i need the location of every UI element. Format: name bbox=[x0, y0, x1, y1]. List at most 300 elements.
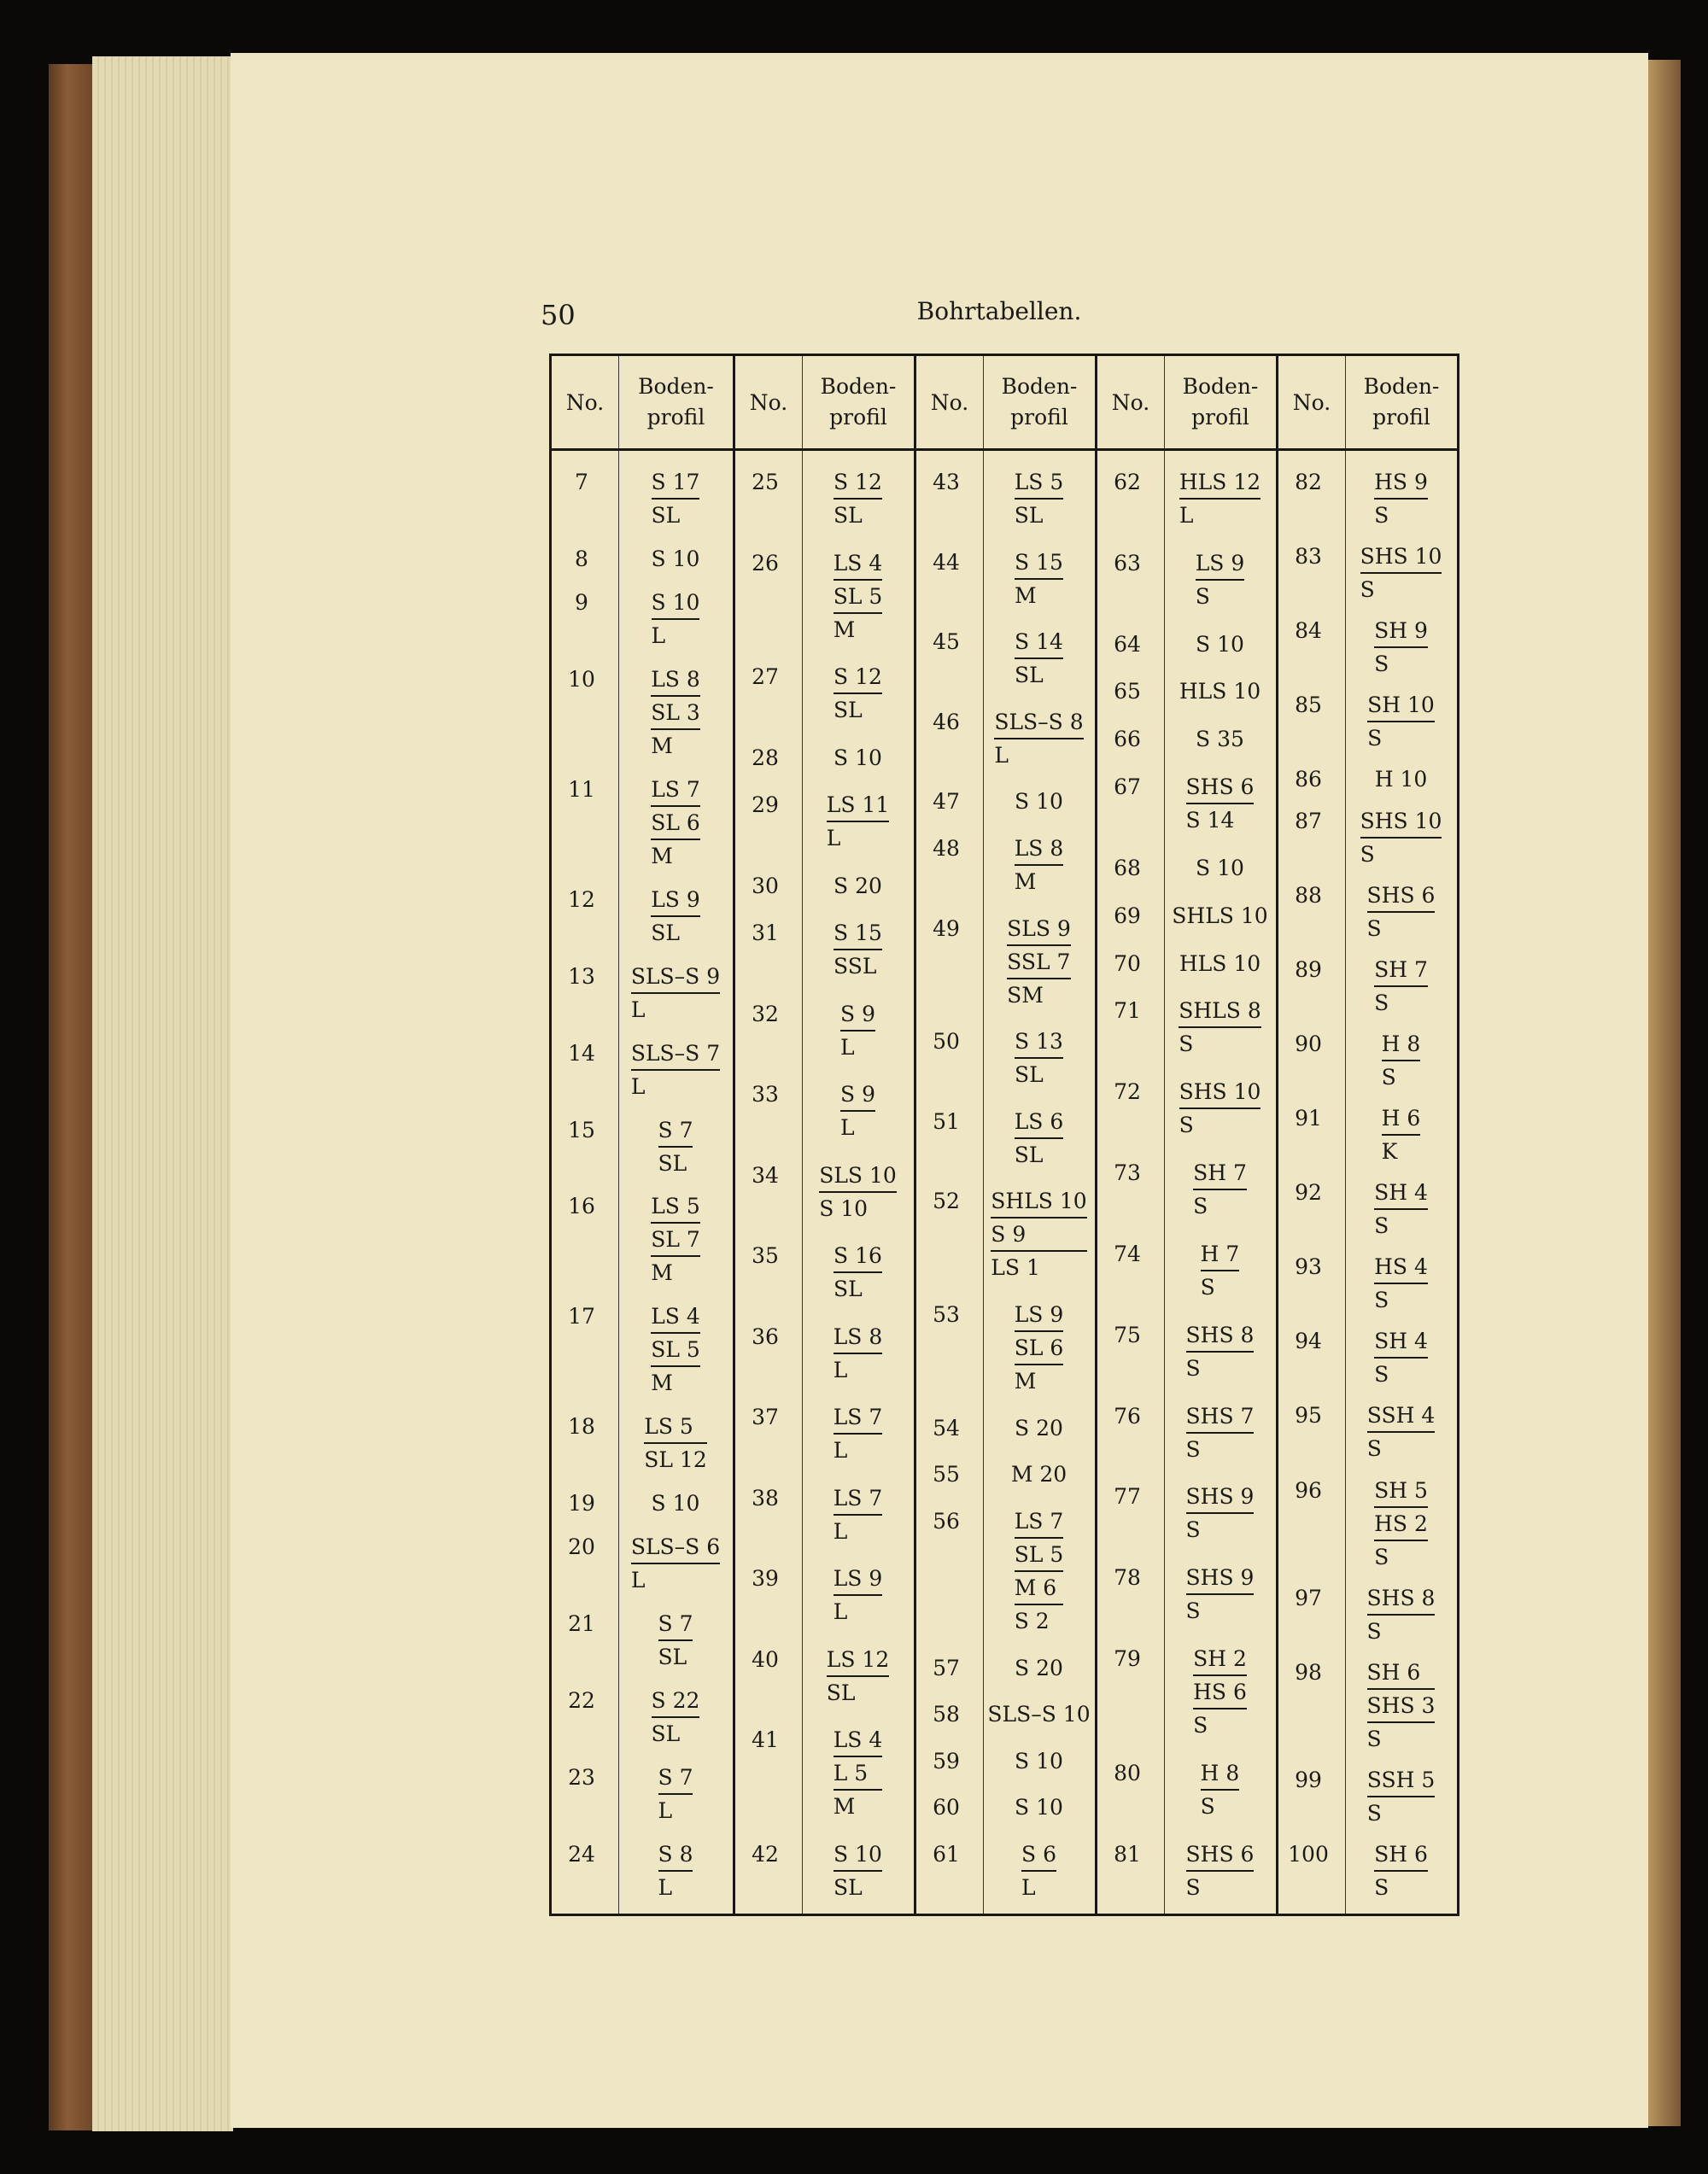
profile-layer: S bbox=[1381, 1064, 1396, 1090]
entry-number: 36 bbox=[752, 1324, 779, 1349]
entry-profile bbox=[618, 1487, 733, 1519]
entry-profile bbox=[618, 961, 733, 1026]
profile-stack bbox=[1196, 547, 1245, 612]
table-entry bbox=[916, 1458, 1095, 1490]
profile-layer: H 8 bbox=[1201, 1757, 1240, 1791]
profile-layer: S bbox=[1366, 1726, 1382, 1751]
profile-stack bbox=[651, 663, 700, 762]
profile-layer: SH 7 bbox=[1193, 1157, 1247, 1190]
profile-layer: HS 6 bbox=[1193, 1676, 1247, 1709]
profile-layer: L bbox=[651, 622, 666, 648]
entry-number: 69 bbox=[1114, 903, 1141, 928]
header-profil-text bbox=[1364, 371, 1440, 433]
table-entry bbox=[735, 1078, 914, 1143]
entry-number: 48 bbox=[933, 836, 960, 862]
profile-stack bbox=[1201, 1757, 1240, 1822]
profile-layer: SHS 10 bbox=[1179, 1076, 1261, 1109]
table-entry bbox=[1278, 1838, 1457, 1903]
profile-stack bbox=[1360, 541, 1442, 605]
entry-profile bbox=[618, 663, 733, 762]
profile-stack bbox=[1179, 948, 1261, 979]
profile-layer: SHS 3 bbox=[1367, 1690, 1436, 1723]
profile-layer: L 5 bbox=[834, 1757, 883, 1791]
table-entry bbox=[1097, 852, 1276, 884]
profile-stack bbox=[1186, 771, 1255, 836]
table-entry bbox=[916, 706, 1095, 771]
entry-profile bbox=[1164, 547, 1276, 612]
table-entry bbox=[1278, 1028, 1457, 1093]
entry-profile bbox=[802, 742, 914, 774]
profile-layer: S bbox=[1179, 1113, 1194, 1138]
profile-layer: SL bbox=[834, 503, 863, 528]
profile-layer: SHLS 10 bbox=[991, 1185, 1086, 1218]
table-entry bbox=[1097, 466, 1276, 531]
entry-number: 79 bbox=[1114, 1646, 1141, 1672]
table-entry bbox=[735, 917, 914, 982]
profile-stack bbox=[1015, 626, 1063, 691]
entry-profile bbox=[1164, 995, 1276, 1060]
profile-layer: SHS 10 bbox=[1360, 541, 1442, 574]
profile-layer: L bbox=[1179, 503, 1194, 528]
entry-profile bbox=[802, 1724, 914, 1822]
profile-layer: SL bbox=[834, 1874, 863, 1900]
profile-stack bbox=[1375, 763, 1428, 795]
profile-layer: S 10 bbox=[819, 1195, 869, 1221]
profile-layer: HS 2 bbox=[1374, 1508, 1428, 1541]
entry-number: 25 bbox=[752, 470, 779, 494]
profile-layer: LS 8 bbox=[651, 663, 700, 697]
entry-profile bbox=[1345, 1251, 1457, 1316]
table-entry bbox=[735, 870, 914, 902]
entry-number: 89 bbox=[1295, 956, 1322, 982]
profile-layer: SH 6 bbox=[1374, 1838, 1428, 1872]
profile-layer: S bbox=[1360, 577, 1375, 603]
profile-layer: SH 4 bbox=[1374, 1177, 1428, 1210]
entry-profile bbox=[802, 789, 914, 854]
entry-profile bbox=[802, 1321, 914, 1386]
entry-profile bbox=[618, 884, 733, 949]
profile-stack bbox=[1015, 546, 1063, 611]
entry-profile bbox=[1345, 466, 1457, 531]
profile-stack bbox=[651, 1190, 700, 1289]
profile-layer: SL 12 bbox=[644, 1447, 707, 1473]
profile-stack bbox=[1179, 675, 1261, 707]
profile-layer: S 16 bbox=[834, 1240, 882, 1273]
profile-stack bbox=[1015, 786, 1063, 817]
entry-number: 84 bbox=[1295, 618, 1322, 644]
entry-number: 63 bbox=[1114, 550, 1141, 576]
profile-layer: M bbox=[1014, 1369, 1037, 1394]
table-entry bbox=[735, 1160, 914, 1224]
profile-stack bbox=[652, 587, 700, 652]
profile-layer: S 7 bbox=[658, 1114, 693, 1148]
profile-layer: M bbox=[651, 733, 673, 758]
entry-profile bbox=[983, 1412, 1095, 1444]
table-entry bbox=[735, 1838, 914, 1903]
profile-stack bbox=[652, 466, 700, 531]
profile-stack bbox=[1367, 1400, 1435, 1464]
entry-profile bbox=[983, 706, 1095, 771]
profile-layer: S 8 bbox=[658, 1838, 693, 1872]
entry-number: 17 bbox=[568, 1304, 595, 1330]
profile-layer: SL 5 bbox=[1015, 1539, 1064, 1572]
table-entry bbox=[1278, 1582, 1457, 1647]
entry-number: 68 bbox=[1114, 855, 1141, 880]
entry-profile bbox=[983, 1106, 1095, 1171]
profile-layer: S bbox=[1374, 652, 1389, 677]
profile-stack bbox=[1015, 1412, 1063, 1444]
profile-layer: M bbox=[651, 1370, 673, 1396]
profile-layer: S 15 bbox=[1015, 546, 1063, 580]
entry-number: 43 bbox=[933, 470, 960, 494]
entry-profile bbox=[1345, 615, 1457, 680]
profile-layer: LS 4 bbox=[834, 1724, 883, 1757]
header-profil-line1: Boden- bbox=[820, 374, 897, 399]
entry-number: 34 bbox=[752, 1162, 779, 1188]
profile-stack bbox=[658, 1838, 693, 1903]
profile-layer: SSH 5 bbox=[1367, 1764, 1435, 1797]
entry-profile bbox=[618, 774, 733, 872]
profile-layer: S 9 bbox=[840, 1078, 875, 1112]
entry-number: 35 bbox=[752, 1243, 779, 1269]
table-entry bbox=[916, 1106, 1095, 1171]
entry-number: 23 bbox=[568, 1765, 595, 1790]
entry-profile bbox=[1164, 1838, 1276, 1903]
profile-stack bbox=[834, 1401, 883, 1466]
profile-layer: S bbox=[1367, 726, 1383, 751]
table-entry bbox=[1097, 1076, 1276, 1141]
profile-layer: S 13 bbox=[1015, 1026, 1063, 1059]
profile-layer: LS 7 bbox=[651, 774, 700, 807]
table-entry bbox=[1278, 805, 1457, 870]
entry-profile bbox=[802, 1401, 914, 1466]
profile-layer: SM bbox=[1007, 982, 1044, 1008]
entry-profile bbox=[983, 1026, 1095, 1090]
profile-stack bbox=[1015, 1745, 1063, 1777]
profile-layer: S 15 bbox=[834, 917, 882, 950]
table-entry bbox=[552, 884, 733, 949]
profile-stack bbox=[652, 1685, 700, 1750]
profile-stack bbox=[1015, 1026, 1063, 1090]
table-entry bbox=[552, 1608, 733, 1673]
profile-layer: HLS 10 bbox=[1179, 679, 1261, 704]
entry-number: 92 bbox=[1295, 1180, 1322, 1206]
profile-layer: SLS–S 8 bbox=[994, 706, 1083, 739]
profile-layer: LS 5 bbox=[644, 1411, 707, 1444]
profile-layer: S bbox=[1185, 1436, 1201, 1462]
table-entry bbox=[735, 466, 914, 531]
profile-layer: SL 6 bbox=[651, 807, 700, 840]
entry-number: 75 bbox=[1114, 1322, 1141, 1347]
table-entry bbox=[1097, 900, 1276, 932]
column-pair bbox=[552, 451, 733, 1914]
header-profil-line2: profil bbox=[1191, 405, 1249, 430]
table-entry bbox=[735, 1724, 914, 1822]
table-entry bbox=[1097, 628, 1276, 660]
profile-stack bbox=[1367, 1657, 1436, 1755]
profile-stack bbox=[1193, 1157, 1247, 1222]
table-entry bbox=[552, 1531, 733, 1596]
profile-layer: S bbox=[1179, 1031, 1194, 1057]
profile-layer: SL bbox=[658, 1150, 687, 1176]
entry-number: 7 bbox=[575, 470, 588, 494]
entry-number: 73 bbox=[1114, 1160, 1141, 1186]
profile-layer: L bbox=[994, 742, 1009, 768]
table-header bbox=[552, 356, 1457, 451]
profile-stack bbox=[827, 1644, 890, 1709]
profile-layer: K bbox=[1381, 1138, 1398, 1164]
entry-number: 67 bbox=[1114, 774, 1141, 800]
profile-layer: S 6 bbox=[1021, 1838, 1056, 1872]
profile-stack bbox=[834, 1240, 882, 1305]
table-entry bbox=[1097, 1238, 1276, 1303]
profile-layer: S bbox=[1185, 1355, 1201, 1381]
header-profil-text bbox=[1002, 371, 1078, 433]
table-entry bbox=[552, 466, 733, 531]
entry-profile bbox=[802, 870, 914, 902]
profile-layer: S bbox=[1374, 990, 1389, 1015]
profile-layer: SL bbox=[1014, 1142, 1044, 1167]
table-entry bbox=[735, 742, 914, 774]
table-entry bbox=[1278, 466, 1457, 531]
header-profil bbox=[1346, 356, 1457, 448]
entry-number: 74 bbox=[1114, 1241, 1141, 1266]
entry-number: 40 bbox=[752, 1646, 779, 1672]
profile-layer: S 22 bbox=[652, 1685, 700, 1718]
profile-stack bbox=[658, 1608, 693, 1673]
header-profil-line1: Boden- bbox=[1363, 374, 1440, 399]
profile-stack bbox=[834, 870, 882, 902]
book-right-edge bbox=[1647, 60, 1681, 2126]
entry-profile bbox=[1164, 1757, 1276, 1822]
entry-number: 88 bbox=[1295, 882, 1322, 908]
table-entry bbox=[1097, 1757, 1276, 1822]
profile-stack bbox=[834, 1838, 882, 1903]
profile-layer: SL 5 bbox=[651, 1334, 700, 1367]
header-profil-text bbox=[821, 371, 897, 433]
table-entry bbox=[916, 1698, 1095, 1730]
profile-layer: M 20 bbox=[1010, 1462, 1068, 1487]
profile-layer: M bbox=[651, 843, 673, 868]
entry-profile bbox=[618, 1838, 733, 1903]
entry-profile bbox=[1345, 880, 1457, 944]
header-no: No. bbox=[735, 356, 803, 448]
table-entry bbox=[916, 786, 1095, 817]
entry-number: 26 bbox=[752, 550, 779, 576]
table-entry bbox=[1278, 763, 1457, 795]
profile-layer: SL bbox=[651, 503, 681, 528]
entry-number: 16 bbox=[568, 1194, 595, 1219]
entry-profile bbox=[618, 1037, 733, 1102]
profile-stack bbox=[827, 789, 890, 854]
table-entry bbox=[552, 1300, 733, 1399]
entry-number: 80 bbox=[1114, 1760, 1141, 1785]
profile-stack bbox=[987, 1698, 1090, 1730]
profile-layer: S 2 bbox=[1014, 1608, 1050, 1633]
profile-stack bbox=[651, 884, 700, 949]
entry-profile bbox=[1345, 541, 1457, 605]
profile-layer: S 9 bbox=[991, 1218, 1086, 1252]
entry-profile bbox=[1164, 771, 1276, 836]
header-column-pair bbox=[552, 356, 733, 448]
entry-profile bbox=[983, 626, 1095, 691]
entry-profile bbox=[1345, 1475, 1457, 1573]
entry-profile bbox=[983, 1185, 1095, 1283]
entry-profile bbox=[983, 1745, 1095, 1777]
header-profil-line2: profil bbox=[1010, 405, 1068, 430]
entry-profile bbox=[1164, 1076, 1276, 1141]
entry-number: 64 bbox=[1114, 631, 1141, 657]
entry-profile bbox=[1164, 900, 1276, 932]
profile-layer: L bbox=[658, 1874, 673, 1900]
profile-stack bbox=[834, 917, 882, 982]
entry-profile bbox=[802, 661, 914, 726]
profile-layer: SL bbox=[1015, 1062, 1044, 1088]
entry-number: 93 bbox=[1295, 1254, 1322, 1280]
profile-layer: S bbox=[1193, 1713, 1208, 1739]
entry-number: 56 bbox=[933, 1508, 960, 1534]
entry-number: 50 bbox=[933, 1029, 960, 1055]
table-entry bbox=[735, 1321, 914, 1386]
profile-stack bbox=[1186, 1838, 1255, 1903]
entry-number: 100 bbox=[1288, 1841, 1329, 1867]
header-column-pair bbox=[914, 356, 1095, 448]
profile-stack bbox=[1374, 1177, 1428, 1242]
profile-stack bbox=[834, 1321, 883, 1386]
entry-number: 90 bbox=[1295, 1031, 1322, 1056]
profile-stack bbox=[1021, 1838, 1056, 1903]
entry-profile bbox=[1164, 1157, 1276, 1222]
entry-number: 42 bbox=[752, 1841, 779, 1867]
table-entry bbox=[1097, 547, 1276, 612]
entry-number: 11 bbox=[568, 776, 595, 802]
profile-stack bbox=[1374, 1838, 1428, 1903]
running-head: Bohrtabellen. bbox=[916, 297, 1082, 325]
header-column-pair bbox=[1276, 356, 1457, 448]
profile-stack bbox=[1367, 880, 1436, 944]
header-no: No. bbox=[1097, 356, 1165, 448]
entry-profile bbox=[802, 917, 914, 982]
entry-number: 18 bbox=[568, 1414, 595, 1440]
table-entry bbox=[552, 543, 733, 575]
profile-layer: HS 9 bbox=[1374, 466, 1428, 500]
entry-profile bbox=[618, 1608, 733, 1673]
profile-layer: L bbox=[840, 1034, 855, 1060]
entry-number: 14 bbox=[568, 1040, 595, 1066]
entry-profile bbox=[618, 587, 733, 652]
entry-profile bbox=[983, 1838, 1095, 1903]
entry-number: 31 bbox=[752, 920, 779, 946]
boring-table bbox=[549, 354, 1459, 1916]
table-entry bbox=[916, 1412, 1095, 1444]
profile-layer: SL 5 bbox=[834, 581, 883, 614]
entry-number: 76 bbox=[1114, 1403, 1141, 1429]
entry-profile bbox=[802, 466, 914, 531]
entry-profile bbox=[983, 1299, 1095, 1397]
table-entry bbox=[1097, 675, 1276, 707]
profile-layer: LS 9 bbox=[1196, 547, 1245, 581]
profile-layer: S bbox=[1366, 1800, 1382, 1826]
entry-profile bbox=[1164, 852, 1276, 884]
header-profil bbox=[803, 356, 914, 448]
profile-layer: S bbox=[1366, 915, 1382, 941]
entry-profile bbox=[1164, 628, 1276, 660]
entry-profile bbox=[1345, 1102, 1457, 1167]
profile-stack bbox=[1201, 1238, 1240, 1303]
profile-layer: SHLS 10 bbox=[1172, 903, 1268, 928]
profile-layer: S bbox=[1193, 1194, 1208, 1219]
entry-number: 85 bbox=[1295, 693, 1322, 718]
profile-layer: L bbox=[1021, 1874, 1036, 1900]
table-entry bbox=[1278, 1657, 1457, 1755]
entry-number: 87 bbox=[1295, 808, 1322, 833]
entry-number: 55 bbox=[933, 1462, 960, 1487]
table-entry bbox=[735, 1482, 914, 1547]
entry-profile bbox=[618, 543, 733, 575]
profile-layer: M bbox=[1014, 869, 1037, 895]
profile-layer: SL 3 bbox=[651, 697, 700, 730]
profile-stack bbox=[840, 998, 875, 1063]
profile-layer: SSL 7 bbox=[1007, 946, 1071, 979]
entry-profile bbox=[983, 546, 1095, 611]
table-entry bbox=[1278, 1325, 1457, 1390]
table-entry bbox=[916, 546, 1095, 611]
header-profil-line1: Boden- bbox=[1001, 374, 1078, 399]
profile-stack bbox=[651, 1300, 700, 1399]
profile-layer: S bbox=[1185, 1517, 1201, 1543]
table-entry bbox=[916, 913, 1095, 1011]
profile-layer: L bbox=[630, 1073, 646, 1099]
entry-profile bbox=[618, 1685, 733, 1750]
profile-stack bbox=[834, 1482, 883, 1547]
table-entry bbox=[1097, 1838, 1276, 1903]
profile-layer: S bbox=[1185, 1874, 1201, 1900]
profile-layer: S 10 bbox=[1015, 789, 1063, 815]
profile-stack bbox=[1374, 1251, 1428, 1316]
profile-layer: S bbox=[1200, 1274, 1215, 1300]
profile-stack bbox=[1186, 1562, 1255, 1627]
entry-number: 39 bbox=[752, 1566, 779, 1592]
profile-layer: L bbox=[630, 996, 646, 1022]
profile-layer: SHS 6 bbox=[1367, 880, 1436, 913]
entry-number: 54 bbox=[933, 1415, 960, 1441]
entry-number: 86 bbox=[1295, 767, 1322, 792]
profile-stack bbox=[1015, 833, 1064, 897]
profile-layer: SL bbox=[651, 920, 680, 945]
table-entry bbox=[916, 466, 1095, 531]
entry-number: 61 bbox=[933, 1841, 960, 1867]
profile-layer: SHS 10 bbox=[1360, 805, 1442, 839]
entry-profile bbox=[802, 1240, 914, 1305]
profile-stack bbox=[834, 466, 882, 531]
entry-profile bbox=[983, 1652, 1095, 1684]
entry-number: 81 bbox=[1114, 1841, 1141, 1867]
entry-profile bbox=[1345, 954, 1457, 1019]
header-profil-line2: profil bbox=[829, 405, 887, 430]
profile-layer: S bbox=[1374, 1288, 1389, 1313]
entry-number: 52 bbox=[933, 1189, 960, 1214]
table-entry bbox=[1278, 954, 1457, 1019]
profile-layer: M bbox=[833, 1794, 856, 1820]
entry-number: 77 bbox=[1114, 1484, 1141, 1510]
entry-profile bbox=[1345, 1177, 1457, 1242]
profile-layer: S 20 bbox=[1015, 1415, 1063, 1441]
entry-profile bbox=[1345, 805, 1457, 870]
header-profil-line1: Boden- bbox=[1182, 374, 1259, 399]
header-profil-line1: Boden- bbox=[638, 374, 714, 399]
column-pair bbox=[733, 451, 914, 1914]
entry-profile bbox=[983, 466, 1095, 531]
